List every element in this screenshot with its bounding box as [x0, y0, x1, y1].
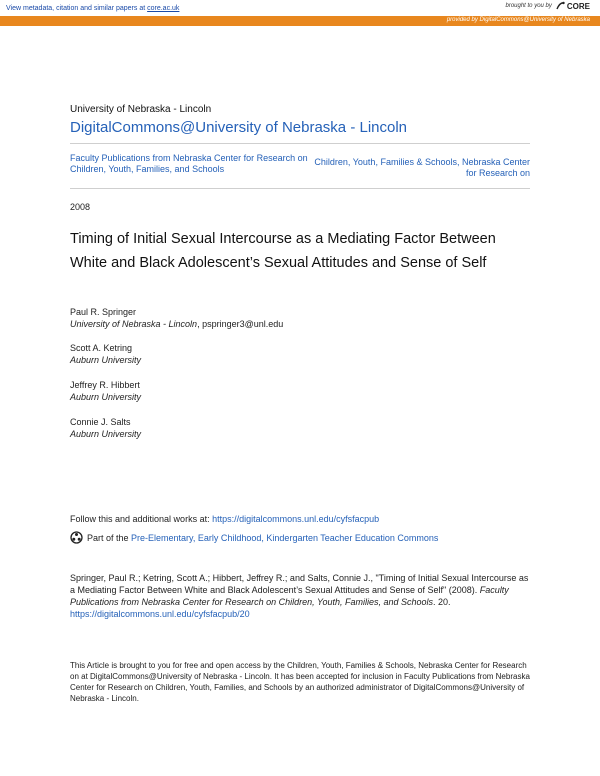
author-email: , pspringer3@unl.edu — [197, 319, 284, 329]
core-ac-uk-link[interactable]: core.ac.uk — [147, 5, 180, 12]
repository-title-link[interactable]: DigitalCommons@University of Nebraska - Lincoln — [70, 119, 408, 136]
brought-to-you-text: brought to you by — [505, 3, 552, 9]
author-name: Connie J. Salts — [70, 417, 131, 427]
author-name: Jeffrey R. Hibbert — [70, 380, 140, 390]
author-affiliation: Auburn University — [70, 392, 142, 402]
provided-by-link[interactable]: provided by DigitalCommons@University of Nebraska — [446, 17, 590, 23]
author-block — [70, 306, 283, 330]
author-block — [70, 416, 141, 440]
follow-url-link[interactable]: https://digitalcommons.unl.edu/cyfsfacpub — [212, 514, 380, 524]
citation-url-link[interactable]: https://digitalcommons.unl.edu/cyfsfacpub/20 — [70, 609, 250, 619]
author-block — [70, 379, 141, 403]
collection-faculty-publications-link[interactable]: Faculty Publications from Nebraska Center for Research on Children, Youth, Families, and Schools — [70, 153, 308, 174]
core-branding — [506, 1, 591, 11]
author-affiliation: University of Nebraska - Lincoln — [70, 319, 198, 329]
access-notice: This Article is brought to you for free and open access by the Children, Youth, Families & Schools, Nebraska Center for Research on at DigitalCommons@University of Nebraska - Lincoln. It has been accepted for inclusion in Faculty Publications from Nebraska Center for Research on Children, Youth, Families, and Schools by an authorized administrator of DigitalCommons@University of Nebraska - Lincoln. — [70, 661, 530, 703]
university-name: University of Nebraska - Lincoln — [70, 104, 212, 115]
part-of-line — [70, 531, 438, 544]
provided-by-banner — [0, 16, 600, 26]
core-brand-text: CORE — [566, 1, 590, 11]
part-of-commons-link[interactable]: Pre-Elementary, Early Childhood, Kindergarten Teacher Education Commons — [131, 532, 439, 543]
divider-top — [70, 143, 530, 144]
citation-suffix: . 20. — [433, 597, 451, 607]
core-logo[interactable] — [555, 1, 590, 11]
network-commons-icon — [70, 531, 83, 544]
view-metadata-link[interactable] — [6, 5, 179, 12]
follow-line — [70, 514, 379, 524]
citation-text: Springer, Paul R.; Ketring, Scott A.; Hibbert, Jeffrey R.; and Salts, Connie J., "Timing of Initial Sexual Intercourse as a Mediating Factor Between White and Black Adolescent’s Sexual Attitudes and Sense of Self" (2008). — [70, 573, 529, 595]
author-name: Paul R. Springer — [70, 307, 137, 317]
core-top-bar — [0, 0, 600, 16]
collection-center-link[interactable]: Children, Youth, Families & Schools, Nebraska Center for Research on — [314, 157, 530, 178]
author-block — [70, 342, 141, 366]
citation-series: Faculty Publications from Nebraska Center for Research on Children, Youth, Families, and Schools — [70, 585, 509, 607]
publication-year: 2008 — [70, 202, 91, 212]
follow-text: Follow this and additional works at: — [70, 514, 213, 524]
author-affiliation: Auburn University — [70, 429, 142, 439]
paper-title: Timing of Initial Sexual Intercourse as a Mediating Factor Between White and Black Adolescent’s Sexual Attitudes and Sense of Self — [70, 231, 496, 271]
core-logo-icon — [555, 1, 565, 11]
divider-bottom — [70, 188, 530, 189]
author-affiliation: Auburn University — [70, 355, 142, 365]
author-name: Scott A. Ketring — [70, 343, 133, 353]
part-of-text: Part of the — [87, 532, 132, 543]
view-metadata-text: View metadata, citation and similar papers at — [6, 5, 148, 12]
citation-block — [70, 572, 530, 620]
